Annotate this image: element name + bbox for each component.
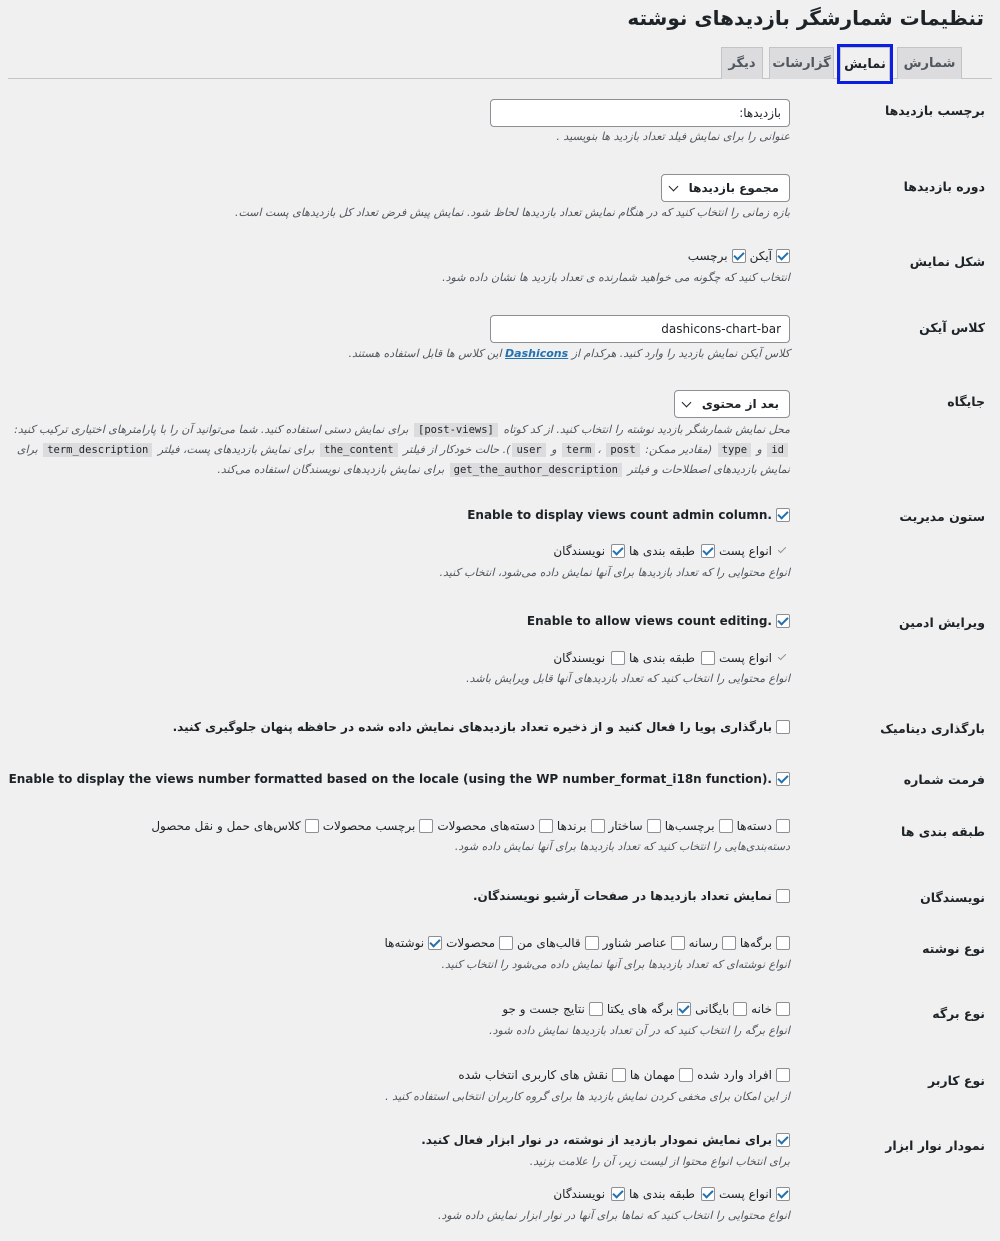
taxonomy-option: دسته‌های محصولات (437, 819, 535, 833)
icon-class-desc (348, 347, 790, 360)
number-format-text: Enable to display the views number formatted based on the locale (using the WP number_format_i18n function). (8, 772, 772, 786)
position-label: جایگاه (947, 394, 985, 409)
admin-edit-desc: انواع محتوایی را انتخاب کنید که تعداد بازدیدهای آنها قابل ویرایش باشد. (466, 672, 790, 685)
taxonomy-option: ساختار (608, 819, 643, 833)
post-type-option: نوشته‌ها (384, 936, 425, 950)
icon-class-desc-text-2: این کلاس ها قابل استفاده هستند. (348, 347, 502, 360)
page-type-option: برگه های یکتا (606, 1002, 674, 1016)
authors-text: نمایش تعداد بازدیدها در صفحات آرشیو نویسندگان. (472, 889, 772, 903)
page-type-checkbox[interactable] (589, 1002, 603, 1016)
sub-label: انواع پست (718, 544, 772, 558)
post-types-checkbox[interactable] (701, 651, 715, 665)
authors-option (473, 889, 790, 903)
user-type-option: افراد وارد شده (697, 1068, 772, 1082)
post-type-checkbox[interactable] (499, 936, 513, 950)
user-type-option: نقش های کاربری انتخاب شده (458, 1068, 608, 1082)
toolbar-chart-main (421, 1133, 790, 1147)
admin-column-text: Enable to display views count admin column. (467, 508, 772, 522)
dynamic-loading-checkbox[interactable] (776, 720, 790, 734)
label-checkbox[interactable] (732, 249, 746, 263)
toolbar-chart-main-desc: برای انتخاب انواع محتوا از لیست زیر، آن را علامت بزنید. (529, 1155, 790, 1168)
user-type-checkbox[interactable] (612, 1068, 626, 1082)
toolbar-chart-desc: انواع محتوایی را انتخاب کنید که نماها برای آنها در نوار ابزار نمایش داده شود. (438, 1209, 790, 1222)
admin-column-label: ستون مدیریت (899, 509, 985, 524)
user-type-checkbox[interactable] (679, 1068, 693, 1082)
authors-checkbox[interactable] (611, 1187, 625, 1201)
taxonomy-checkbox[interactable] (419, 819, 433, 833)
icon-checkbox[interactable] (776, 249, 790, 263)
sub-label: انواع پست (718, 1187, 772, 1201)
taxonomy-option: دسته‌ها (736, 819, 772, 833)
post-type-checkbox[interactable] (722, 936, 736, 950)
check-icon (776, 651, 790, 665)
admin-edit-checkbox[interactable] (776, 614, 790, 628)
page-type-checkbox[interactable] (733, 1002, 747, 1016)
post-type-option: برگه‌ها (739, 936, 772, 950)
label-option-label: برچسب (687, 249, 728, 263)
position-value: بعد از محتوی (701, 397, 779, 411)
post-types-desc: انواع نوشته‌ای که تعداد بازدیدها برای آنها نمایش داده می‌شود را انتخاب کنید. (441, 958, 790, 971)
post-types-checkbox[interactable] (776, 1187, 790, 1201)
views-period-desc: بازه زمانی را انتخاب کنید که در هنگام نمایش تعداد بازدیدها لحاظ شود. نمایش پیش فرض تعداد کل بازدیدهای پست است. (234, 206, 790, 219)
page-types-label: نوع برگه (932, 1006, 985, 1021)
page-type-checkbox[interactable] (677, 1002, 691, 1016)
views-period-value: مجموع بازدیدها (688, 181, 779, 195)
admin-edit-sub (547, 651, 790, 665)
toolbar-chart-label: نمودار نوار ابزار (885, 1138, 985, 1153)
post-type-option: عناصر شناور (602, 936, 667, 950)
admin-column-main (467, 508, 790, 522)
authors-label: نویسندگان (920, 890, 985, 905)
tab-reports[interactable]: گزارشات (769, 47, 834, 79)
post-type-option: رسانه (688, 936, 718, 950)
icon-class-desc-text: کلاس آیکن نمایش بازدید را وارد کنید. هرکدام از (571, 347, 790, 360)
post-type-checkbox[interactable] (585, 936, 599, 950)
views-label-desc: عنوانی را برای نمایش فیلد تعداد بازدید ها بنویسید . (556, 130, 790, 143)
sub-label: نویسندگان (553, 544, 606, 558)
display-style-options (688, 249, 790, 263)
taxonomies-desc: دسته‌بندی‌هایی را انتخاب کنید که تعداد بازدیدها برای آنها نمایش داده شود. (454, 840, 790, 853)
taxonomy-checkbox[interactable] (719, 819, 733, 833)
post-types-checkbox[interactable] (701, 544, 715, 558)
post-types-options (384, 936, 790, 950)
toolbar-chart-sub (547, 1187, 790, 1201)
taxonomies-checkbox[interactable] (611, 651, 625, 665)
tab-bar (8, 44, 992, 79)
check-icon (776, 544, 790, 558)
icon-class-label: کلاس آیکن (919, 320, 985, 335)
chevron-down-icon (668, 181, 678, 191)
page-type-checkbox[interactable] (776, 1002, 790, 1016)
icon-option-label: آیکن (749, 249, 772, 263)
number-format-label: فرمت شماره (903, 772, 985, 787)
taxonomy-checkbox[interactable] (305, 819, 319, 833)
sub-label: نویسندگان (553, 651, 606, 665)
display-style-label: شکل نمایش (909, 254, 985, 269)
display-style-desc: انتخاب کنید که چگونه می خواهید شمارنده ی تعداد بازدید ها نشان داده شود. (442, 271, 790, 284)
taxonomies-label: طبقه بندی ها (901, 824, 985, 839)
admin-column-sub (547, 544, 790, 558)
chevron-down-icon (681, 397, 691, 407)
tab-display[interactable]: نمایش (840, 47, 890, 80)
icon-class-input[interactable] (490, 315, 790, 343)
post-type-option: قالب‌های من (517, 936, 581, 950)
sub-label: طبقه بندی ها (629, 651, 695, 665)
sub-label: انواع پست (718, 651, 772, 665)
page-type-option: خانه (751, 1002, 772, 1016)
taxonomy-option: کلاس‌های حمل و نقل محصول (151, 819, 301, 833)
authors-checkbox[interactable] (776, 889, 790, 903)
post-type-checkbox[interactable] (428, 936, 442, 950)
user-type-checkbox[interactable] (776, 1068, 790, 1082)
page-types-desc: انواع برگه را انتخاب کنید که در آن تعداد بازدیدها نمایش داده شود. (489, 1024, 790, 1037)
toolbar-chart-checkbox[interactable] (776, 1133, 790, 1147)
user-types-label: نوع کاربر (927, 1073, 985, 1088)
views-period-select[interactable] (661, 174, 790, 202)
number-format-checkbox[interactable] (776, 772, 790, 786)
post-type-checkbox[interactable] (776, 936, 790, 950)
taxonomy-option: برندها (556, 819, 587, 833)
post-type-checkbox[interactable] (671, 936, 685, 950)
admin-edit-main (527, 614, 790, 628)
dashicons-link[interactable]: Dashicons (505, 347, 569, 360)
sub-label: طبقه بندی ها (629, 1187, 695, 1201)
views-label-input[interactable] (490, 99, 790, 127)
page-type-option: بایگانی (695, 1002, 730, 1016)
admin-column-checkbox[interactable] (776, 508, 790, 522)
taxonomies-options (151, 819, 790, 833)
taxonomy-checkbox[interactable] (647, 819, 661, 833)
views-label-label: برچسب بازدیدها (884, 103, 985, 118)
position-desc: محل نمایش شمارشگر بازدید نوشته را انتخاب کنید. از کد کوتاه [post-views] برای نمایش دستی استفاده کنید. شما می‌توانید آن را با پارامترهای اختیاری ترکیب کنید: id و type (مقادیر ممکن: term ، post و user). حالت خودکار از فیلتر the_content برای نمایش بازدیدهای پست، فیلتر term_description برای نمایش بازدیدهای اصطلاحات و فیلتر get_the_author_description برای نمایش بازدیدهای نویسندگان استفاده می‌کند. (14, 423, 790, 476)
sub-label: طبقه بندی ها (629, 544, 695, 558)
taxonomy-option: برچسب محصولات (322, 819, 416, 833)
user-types-options (458, 1068, 790, 1082)
dynamic-loading-label: بارگذاری دینامیک (880, 721, 985, 736)
user-type-option: مهمان ها (629, 1068, 676, 1082)
number-format-option (9, 772, 790, 786)
toolbar-chart-text: برای نمایش نمودار بازدید از نوشته، در نوار ابزار فعال کنید. (421, 1133, 772, 1147)
taxonomies-checkbox[interactable] (611, 544, 625, 558)
taxonomies-checkbox[interactable] (701, 1187, 715, 1201)
tab-other[interactable]: دیگر (721, 47, 763, 79)
position-select[interactable] (674, 390, 790, 418)
page-types-options (502, 1002, 790, 1016)
admin-edit-label: ویرایش ادمین (898, 615, 985, 630)
taxonomy-checkbox[interactable] (539, 819, 553, 833)
user-types-desc: از این امکان برای مخفی کردن نمایش بازدید ها برای گروه کاربران انتخابی استفاده کنید . (385, 1090, 790, 1103)
taxonomy-checkbox[interactable] (591, 819, 605, 833)
taxonomy-checkbox[interactable] (776, 819, 790, 833)
dynamic-loading-option (173, 720, 790, 734)
page-type-option: نتایج جست و جو (502, 1002, 585, 1016)
page-title: تنظیمات شمارشگر بازدیدهای نوشته (627, 6, 984, 30)
dynamic-loading-text: بارگذاری پویا را فعال کنید و از ذخیره تعداد بازدیدهای نمایش داده شده در حافظه پنهان جلوگیری کنید. (172, 720, 772, 734)
taxonomy-option: برچسب‌ها (664, 819, 715, 833)
post-types-label: نوع نوشته (922, 941, 985, 956)
post-type-option: محصولات (446, 936, 496, 950)
views-period-label: دوره بازدیدها (903, 179, 985, 194)
sub-label: نویسندگان (553, 1187, 606, 1201)
admin-column-desc: انواع محتوایی را که تعداد بازدیدها برای آنها نمایش داده می‌شود، انتخاب کنید. (439, 566, 790, 579)
tab-counting[interactable]: شمارش (897, 47, 962, 79)
admin-edit-text: Enable to allow views count editing. (526, 614, 772, 628)
